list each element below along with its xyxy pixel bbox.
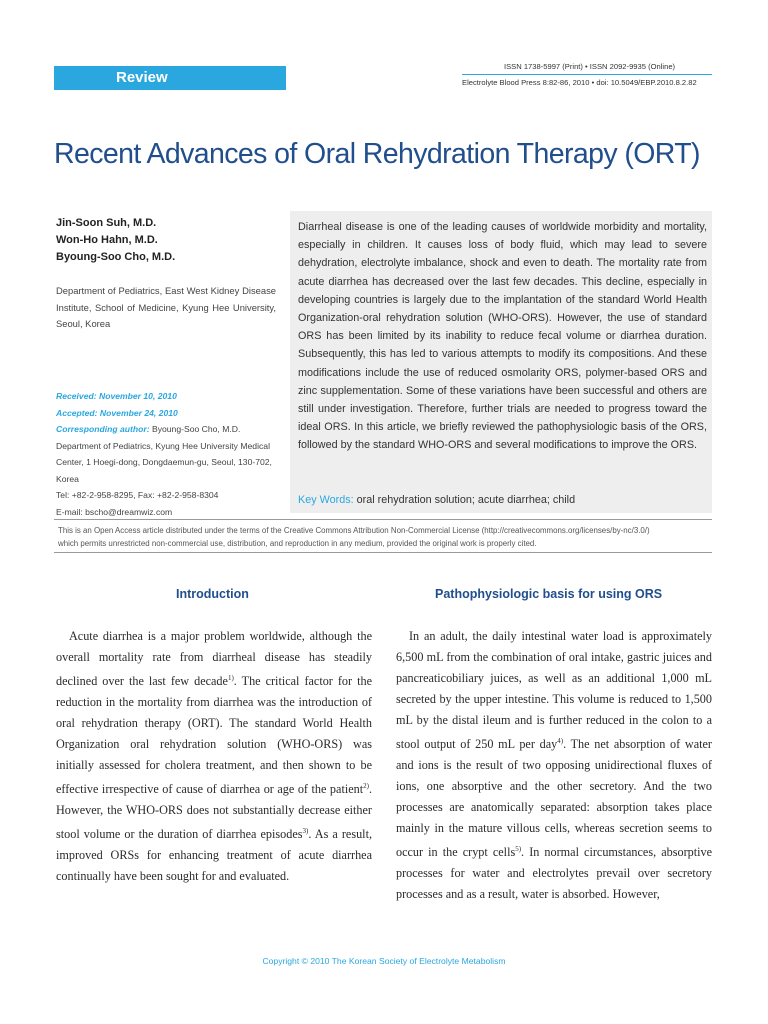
citation-ref[interactable]: 2) [363,782,369,791]
patho-text: . In normal circumstances, absorptive processes for water and electrolytes prevail over secretory processes and as a result, water is absorbed. However, [396,845,712,902]
article-meta [56,388,276,520]
section-label: Review [116,69,168,86]
license-notice [58,524,714,550]
section-label-badge [54,66,286,90]
intro-text: . However, the WHO-ORS does not substantially decrease either stool volume or the duration of diarrhea episodes [56,782,372,842]
license-bottom-rule [54,552,712,553]
citation-ref[interactable]: 5) [515,845,522,854]
author-list [56,215,175,266]
section-heading-pathophysiology: Pathophysiologic basis for using ORS [435,587,663,601]
citation-ref[interactable]: 4) [557,737,564,745]
copyright-footer: Copyright © 2010 The Korean Society of Electrolyte Metabolism [262,956,506,966]
issn-line: ISSN 1738-5997 (Print) • ISSN 2092-9935 (Online) [504,62,676,71]
corresponding-author [56,421,276,438]
corresponding-name: Byoung-Soo Cho, M.D. [151,424,241,434]
author-name: Won-Ho Hahn, M.D. [56,234,158,246]
author-name: Jin-Soon Suh, M.D. [56,217,157,229]
corresponding-address: Department of Pediatrics, Kyung Hee University Medical Center, 1 Hoegi-dong, Dongdaemun-gu, Seoul, 130-702, Korea [56,440,272,484]
intro-text: Acute diarrhea is a major problem worldwide, although the overall mortality rate from diarrheal disease has steadily declined over the last few decade [56,629,372,689]
author-name: Byoung-Soo Cho, M.D. [56,251,176,263]
citation-ref[interactable]: 1) [227,674,234,682]
corresponding-label: Corresponding author: [56,424,150,434]
header-rule [462,74,712,75]
patho-text: In an adult, the daily intestinal water load is approximately 6,500 mL from the combination of oral intake, gastric juices and pancreaticobiliary juices, as well as an additional 1,000 mL secreted by the upper intestine. This volume is reduced to 1,500 mL by the distal ileum and is further reduced in the colon to a stool output of 250 mL per day [396,629,712,752]
intro-text: . The critical factor for the reduction in the mortality from diarrhea was the introduction of oral rehydration therapy (ORT). The standard World Health Organization oral rehydration solution (WHO-ORS) was initially assessed for cholera treatment, and then shown to be effective irrespective of cause of diarrhea or age of the patient [56,674,372,797]
keywords-label: Key Words: [298,494,354,506]
license-line: which permits unrestricted non-commercial use, distribution, and reproduction in any medium, provided the original work is properly cited. [58,539,537,548]
keywords-value: oral rehydration solution; acute diarrhea; child [356,494,576,506]
contact-email[interactable]: E-mail: bscho@dreamwiz.com [56,506,173,517]
accepted-date: Accepted: November 24, 2010 [56,407,178,418]
citation-ref[interactable]: 3) [302,827,309,836]
citation-line: Electrolyte Blood Press 8:82-86, 2010 • doi: 10.5049/EBP.2010.8.2.82 [462,78,697,87]
received-date: Received: November 10, 2010 [56,391,177,401]
license-top-rule [54,519,712,520]
introduction-paragraph [56,626,372,887]
patho-text: . The net absorption of water and ions is the result of two opposing unidirectional fluxes of ions, one absorptive and the other secretory. And the two processes are anatomically separated: absorption takes place mainly in the mature villous cells, whereas secretion seems to occur in the crypt cells [396,737,712,860]
license-line: This is an Open Access article distributed under the terms of the Creative Commons Attribution Non-Commercial License (http://creativecommons.org/licenses/by-nc/3.0/) [58,526,650,535]
contact-phone: Tel: +82-2-958-8295, Fax: +82-2-958-8304 [56,490,219,500]
article-title: Recent Advances of Oral Rehydration Therapy (ORT) [54,138,700,170]
journal-info [462,62,712,87]
pathophysiology-paragraph [396,626,712,905]
intro-text: . As a result, improved ORSs for enhancing treatment of acute diarrhea continually have been sought for and evaluated. [56,827,372,884]
keywords-line [298,494,575,506]
author-affiliation: Department of Pediatrics, East West Kidney Disease Institute, School of Medicine, Kyung Hee University, Seoul, Korea [56,285,276,329]
section-heading-introduction: Introduction [176,587,249,601]
abstract-text: Diarrheal disease is one of the leading causes of worldwide morbidity and mortality, especially in children. It causes loss of body fluid, which may lead to severe dehydration, electrolyte imbalance, shock and even to death. The mortality rate from acute diarrhea has decreased over the last few decades. This decline, especially in developing countries is largely due to the implantation of the standard World Health Organization-oral rehydration solution (WHO-ORS). However, the use of standard ORS has been limited by its inability to reduce fecal volume or diarrhea duration. Subsequently, this has led to various attempts to modify its compositions. And these modifications include the use of reduced osmolarity ORS, polymer-based ORS and zinc supplementation. Some of these variations have been successful and others are still under investigation. Therefore, further trials are needed to progress toward the ideal ORS. In this article, we briefly reviewed the pathophysiologic basis of the ORS, followed by the standard WHO-ORS and several modifications to improve the ORS. [298,221,707,452]
